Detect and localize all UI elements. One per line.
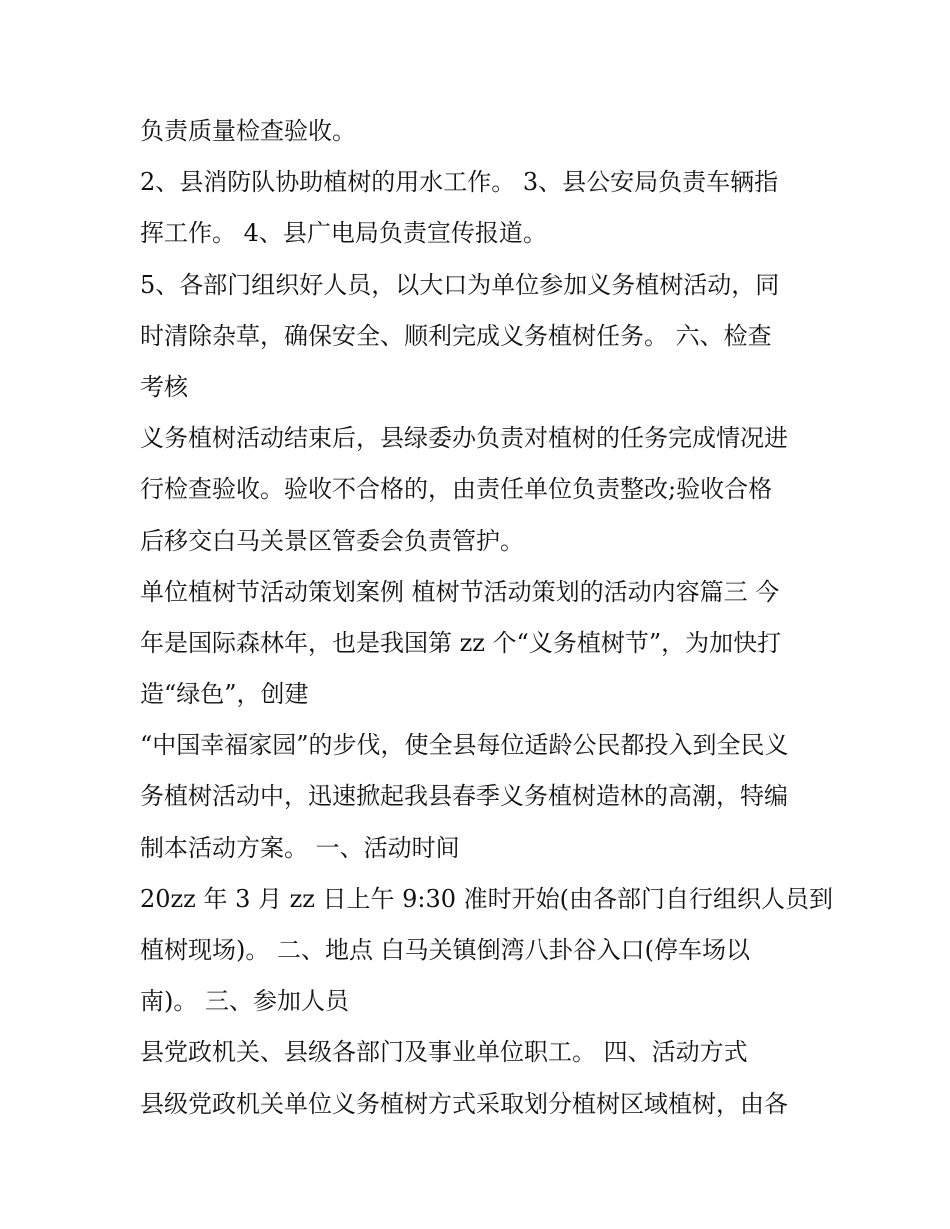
text-line: 义务植树活动结束后，县绿委办负责对植树的任务完成情况进 bbox=[140, 424, 788, 453]
text-line: “中国幸福家园”的步伐，使全县每位适龄公民都投入到全民义 bbox=[140, 731, 789, 760]
text-line: 造“绿色”，创建 bbox=[140, 680, 309, 709]
text-line: 负责质量检查验收。 bbox=[140, 117, 356, 145]
text-line: 行检查验收。验收不合格的，由责任单位负责整改;验收合格 bbox=[140, 475, 773, 504]
text-line: 5、各部门组织好人员，以大口为单位参加义务植树活动，同 bbox=[140, 270, 780, 299]
text-line: 县级党政机关单位义务植树方式采取划分植树区域植树，由各 bbox=[140, 1089, 788, 1118]
text-line: 务植树活动中，迅速掀起我县春季义务植树造林的高潮，特编 bbox=[140, 782, 788, 811]
text-line: 单位植树节活动策划案例 植树节活动策划的活动内容篇三 今 bbox=[140, 577, 780, 606]
text-line: 制本活动方案。 一、活动时间 bbox=[140, 833, 460, 862]
document-body bbox=[140, 106, 834, 1130]
text-line: 植树现场)。 二、地点 白马关镇倒湾八卦谷入口(停车场以 bbox=[140, 936, 750, 964]
text-line: 20zz 年 3 月 zz 日上午 9:30 准时开始(由各部门自行组织人员到 bbox=[140, 884, 834, 913]
text-line: 考核 bbox=[140, 372, 188, 401]
text-line: 挥工作。 4、县广电局负责宣传报道。 bbox=[140, 219, 547, 248]
text-line: 2、县消防队协助植树的用水工作。 3、县公安局负责车辆指 bbox=[140, 168, 779, 197]
text-line: 年是国际森林年，也是我国第 zz 个“义务植树节”，为加快打 bbox=[140, 628, 782, 657]
text-line: 县党政机关、县级各部门及事业单位职工。 四、活动方式 bbox=[140, 1038, 748, 1067]
text-line: 南)。 三、参加人员 bbox=[140, 987, 349, 1016]
text-line: 时清除杂草，确保安全、顺利完成义务植树任务。 六、检查 bbox=[140, 321, 772, 350]
text-line: 后移交白马关景区管委会负责管护。 bbox=[140, 526, 524, 555]
